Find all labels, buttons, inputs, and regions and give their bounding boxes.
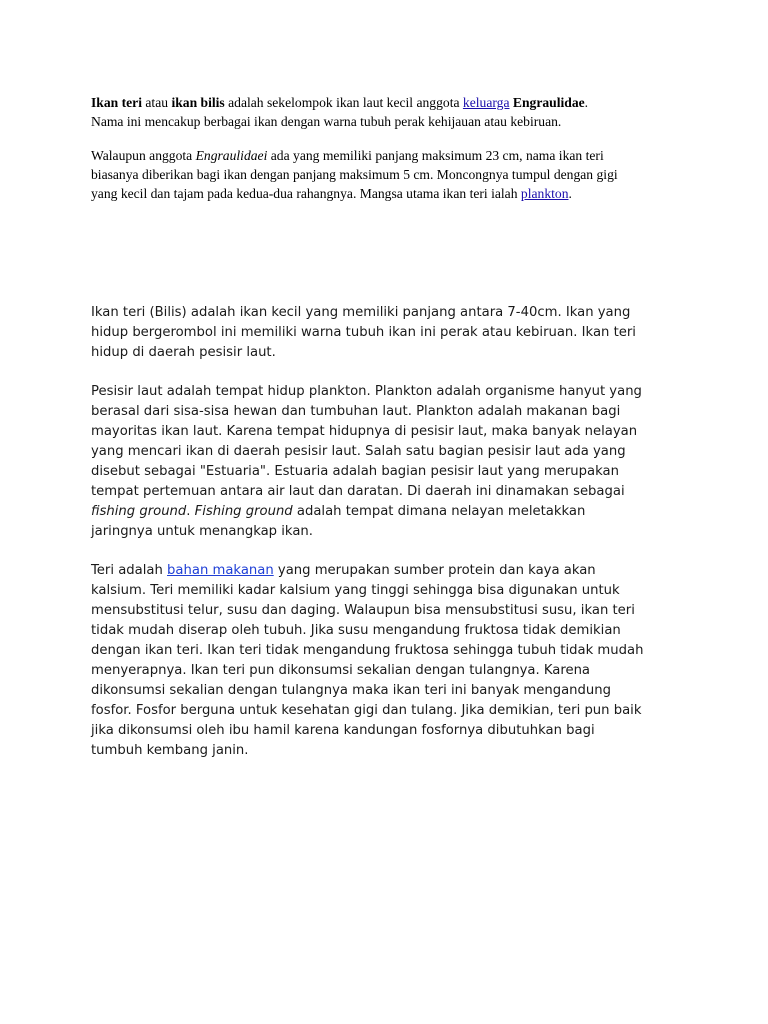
- italic-fishing-ground: fishing ground: [91, 504, 187, 519]
- text-line: dengan ikan teri. Ikan teri tidak mengandung fruktosa sehingga tubuh tidak mudah: [91, 643, 644, 658]
- text-span: adalah tempat dimana nelayan meletakkan: [292, 504, 586, 519]
- paragraph-description-line-1: [91, 146, 691, 165]
- link-plankton[interactable]: plankton: [520, 186, 569, 201]
- paragraph-intro-line-2: Nama ini mencakup berbagai ikan dengan warna tubuh perak kehijauan atau kebiruan.: [91, 114, 562, 129]
- text-line: Pesisir laut adalah tempat hidup plankton. Plankton adalah organisme hanyut yang: [91, 384, 642, 399]
- paragraph-pesisir-laut: [91, 382, 691, 542]
- text-line: [91, 561, 691, 581]
- paragraph-description: [91, 146, 691, 203]
- link-bahan-makanan[interactable]: bahan makanan: [167, 563, 274, 578]
- text-line: mensubstitusi telur, susu dan daging. Walaupun bisa mensubstitusi susu, ikan teri: [91, 603, 635, 618]
- text-line: [91, 502, 691, 522]
- text-line: jika dikonsumsi oleh ibu hamil karena kandungan fosfornya dibutuhkan bagi: [91, 723, 595, 738]
- paragraph-ikan-teri-bilis: [91, 303, 691, 363]
- text-line: mayoritas ikan laut. Karena tempat hidupnya di pesisir laut, maka banyak nelayan: [91, 424, 638, 439]
- bold-term-ikan-teri: Ikan teri: [91, 95, 142, 110]
- text-line: berasal dari sisa-sisa hewan dan tumbuhan laut. Plankton adalah makanan bagi: [91, 404, 621, 419]
- text-span: Walaupun anggota: [91, 148, 196, 163]
- text-line: disebut sebagai "Estuaria". Estuaria adalah bagian pesisir laut yang merupakan: [91, 464, 619, 479]
- text-line: hidup di daerah pesisir laut.: [91, 345, 276, 360]
- text-line: kalsium. Teri memiliki kadar kalsium yang tinggi sehingga bisa digunakan untuk: [91, 583, 620, 598]
- text-line: Ikan teri (Bilis) adalah ikan kecil yang memiliki panjang antara 7-40cm. Ikan yang: [91, 305, 631, 320]
- paragraph-description-line-2: biasanya diberikan bagi ikan dengan panjang maksimum 5 cm. Moncongnya tumpul dengan gigi: [91, 167, 618, 182]
- text-line: menyerapnya. Ikan teri pun dikonsumsi sekalian dengan tulangnya. Karena: [91, 663, 591, 678]
- text-span: Teri adalah: [91, 563, 168, 578]
- text-line: tumbuh kembang janin.: [91, 743, 249, 758]
- text-span: .: [186, 504, 195, 519]
- paragraph-intro: [91, 93, 691, 131]
- italic-term-engraulidaei: Engraulidaei: [195, 148, 268, 163]
- text-line: dikonsumsi sekalian dengan tulangnya maka ikan teri ini banyak mengandung: [91, 683, 611, 698]
- text-line: jaringnya untuk menangkap ikan.: [91, 524, 313, 539]
- paragraph-intro-line-1: [91, 93, 691, 112]
- text-span: yang merupakan sumber protein dan kaya akan: [273, 563, 596, 578]
- bold-term-engraulidae: Engraulidae: [512, 95, 585, 110]
- text-line: yang mencari ikan di daerah pesisir laut. Salah satu bagian pesisir laut ada yang: [91, 444, 626, 459]
- bold-term-ikan-bilis: ikan bilis: [171, 95, 225, 110]
- text-line: hidup bergerombol ini memiliki warna tubuh ikan ini perak atau kebiruan. Ikan teri: [91, 325, 636, 340]
- text-span: .: [584, 95, 589, 110]
- text-span: adalah sekelompok ikan laut kecil anggota: [224, 95, 463, 110]
- text-span: .: [568, 186, 572, 201]
- italic-fishing-ground: Fishing ground: [194, 504, 293, 519]
- text-line: tempat pertemuan antara air laut dan daratan. Di daerah ini dinamakan sebagai: [91, 484, 625, 499]
- text-span: ada yang memiliki panjang maksimum 23 cm, nama ikan teri: [267, 148, 604, 163]
- link-keluarga[interactable]: keluarga: [462, 95, 510, 110]
- text-span: yang kecil dan tajam pada kedua-dua rahangnya. Mangsa utama ikan teri ialah: [91, 186, 521, 201]
- text-span: atau: [141, 95, 172, 110]
- text-line: tidak mudah diserap oleh tubuh. Jika susu mengandung fruktosa tidak demikian: [91, 623, 621, 638]
- text-line: fosfor. Fosfor berguna untuk kesehatan gigi dan tulang. Jika demikian, teri pun baik: [91, 703, 642, 718]
- paragraph-bahan-makanan: [91, 561, 691, 761]
- paragraph-description-line-3: [91, 184, 691, 203]
